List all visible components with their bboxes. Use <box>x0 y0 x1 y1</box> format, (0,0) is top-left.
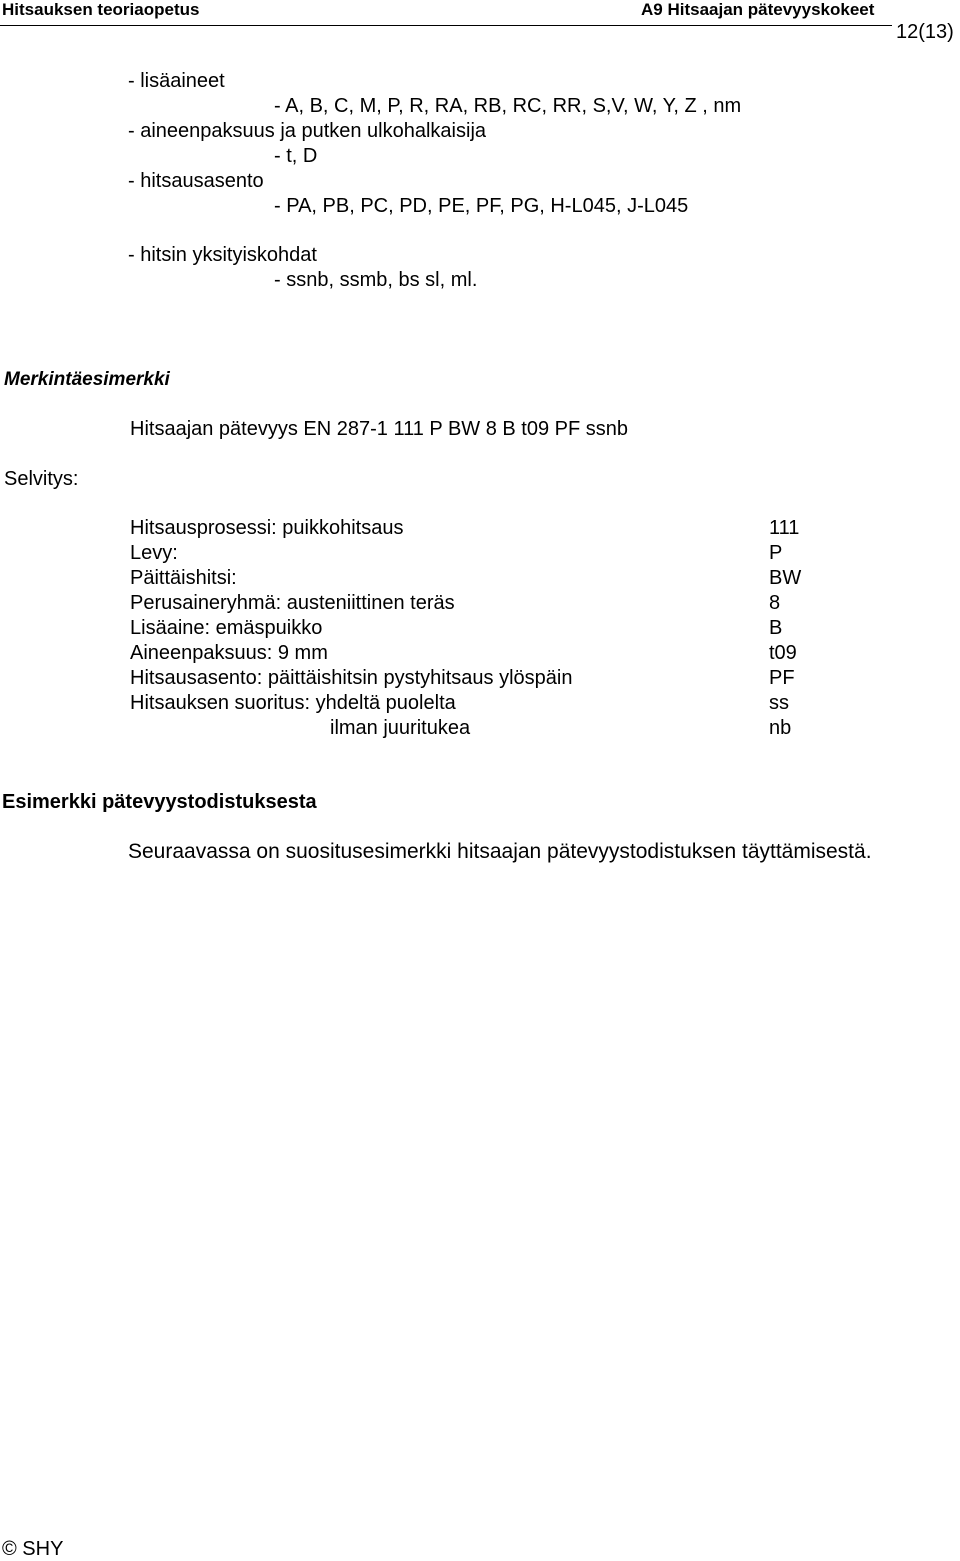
header-rule <box>0 25 892 26</box>
explanation-code: BW <box>769 567 802 589</box>
explanation-desc: ilman juuritukea <box>330 717 471 739</box>
example-heading: Merkintäesimerkki <box>4 369 170 390</box>
explanation-desc: Aineenpaksuus: 9 mm <box>130 642 328 664</box>
explanation-code: PF <box>769 667 795 689</box>
explanation-code: P <box>769 542 783 564</box>
explanation-desc: Hitsauksen suoritus: yhdeltä puolelta <box>130 692 456 714</box>
list-item-label: - aineenpaksuus ja putken ulkohalkaisija <box>128 120 487 142</box>
explanation-desc: Päittäishitsi: <box>130 567 237 589</box>
explanation-desc: Lisäaine: emäspuikko <box>130 617 323 639</box>
explanation-code: nb <box>769 717 792 739</box>
list-item-label: - hitsin yksityiskohdat <box>128 244 317 266</box>
explanation-desc: Perusaineryhmä: austeniittinen teräs <box>130 592 455 614</box>
explanation-code: ss <box>769 692 789 714</box>
list-item-label: - hitsausasento <box>128 170 264 192</box>
page-number: 12(13) <box>896 21 954 43</box>
explanation-code: 8 <box>769 592 781 614</box>
list-item-label: - lisäaineet <box>128 70 225 92</box>
explanation-code: t09 <box>769 642 797 664</box>
certificate-heading: Esimerkki pätevyystodistuksesta <box>2 791 317 813</box>
list-item-value: - PA, PB, PC, PD, PE, PF, PG, H-L045, J-L045 <box>274 195 689 217</box>
certificate-text: Seuraavassa on suositusesimerkki hitsaajan pätevyystodistuksen täyttämisestä. <box>128 840 872 863</box>
explanation-desc: Levy: <box>130 542 178 564</box>
list-item-value: - A, B, C, M, P, R, RA, RB, RC, RR, S,V, W, Y, Z , nm <box>274 95 742 117</box>
explanation-code: B <box>769 617 783 639</box>
list-item-value: - ssnb, ssmb, bs sl, ml. <box>274 269 478 291</box>
explanation-desc: Hitsausasento: päittäishitsin pystyhitsaus ylöspäin <box>130 667 573 689</box>
explanation-desc: Hitsausprosessi: puikkohitsaus <box>130 517 404 539</box>
footer-copyright: © SHY <box>2 1538 64 1560</box>
example-designation: Hitsaajan pätevyys EN 287-1 111 P BW 8 B t09 PF ssnb <box>130 418 629 440</box>
header-left-title: Hitsauksen teoriaopetus <box>2 0 200 19</box>
header-right-title: A9 Hitsaajan pätevyyskokeet <box>641 0 875 19</box>
explanation-code: 111 <box>769 517 800 539</box>
list-item-value: - t, D <box>274 145 318 167</box>
explanation-label: Selvitys: <box>4 468 79 490</box>
